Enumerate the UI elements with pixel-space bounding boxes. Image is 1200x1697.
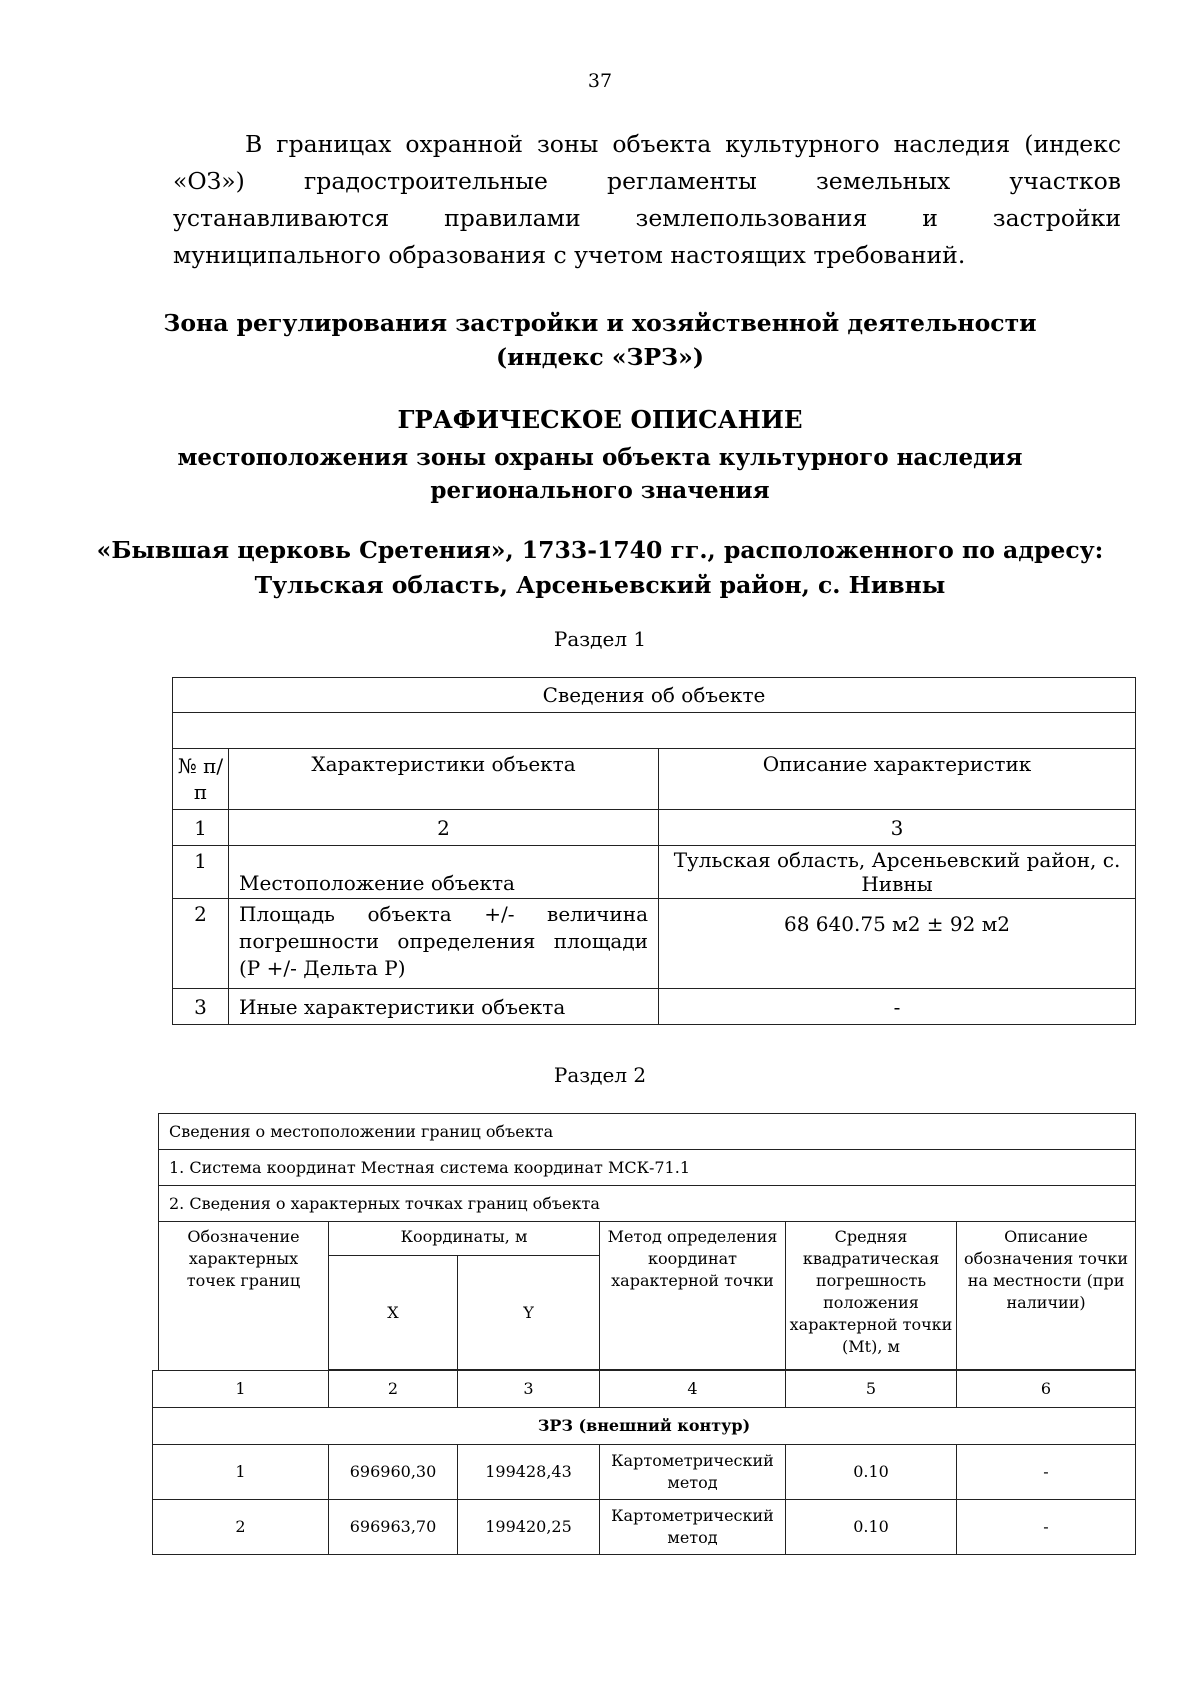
index-cell: 6	[957, 1371, 1136, 1408]
point-y: 199420,25	[458, 1500, 600, 1555]
object-info-caption: Сведения об объекте	[173, 678, 1136, 713]
point-description: -	[957, 1445, 1136, 1500]
header-characteristics: Характеристики объекта	[229, 749, 659, 810]
header-num: № п/п	[173, 749, 229, 810]
zone-heading-line2: (индекс «ЗРЗ»)	[496, 343, 704, 371]
table-row	[173, 846, 1136, 899]
table-row	[153, 1500, 1136, 1555]
table-row	[173, 899, 1136, 989]
object-heading-line2: Тульская область, Арсеньевский район, с. Нивны	[254, 571, 946, 599]
header-point: Обозначение характерных точек границ	[159, 1222, 329, 1370]
zone-heading	[0, 306, 1200, 374]
zone-heading-line1: Зона регулирования застройки и хозяйственной деятельности	[163, 309, 1037, 337]
table-row	[153, 1445, 1136, 1500]
graphic-description-subtitle	[0, 441, 1200, 507]
point-id: 1	[153, 1445, 329, 1500]
index-cell: 3	[659, 810, 1136, 846]
intro-paragraph: В границах охранной зоны объекта культурного наследия (индекс «ОЗ») градостроительные регламенты земельных участков устанавливаются правилами землепользования и застройки муниципального образования с учетом настоящих требований.	[173, 130, 1121, 269]
group-title: ЗРЗ (внешний контур)	[153, 1408, 1136, 1445]
header-x: X	[329, 1256, 458, 1370]
row-num: 1	[173, 846, 229, 899]
index-cell: 3	[458, 1371, 600, 1408]
boundary-tables	[152, 1113, 1135, 1555]
point-description: -	[957, 1500, 1136, 1555]
object-heading-line1: «Бывшая церковь Сретения», 1733-1740 гг., расположенного по адресу:	[96, 536, 1104, 564]
index-cell: 5	[786, 1371, 957, 1408]
header-point-description: Описание обозначения точки на местности (при наличии)	[957, 1222, 1136, 1370]
boundary-caption: Сведения о местоположении границ объекта	[159, 1114, 1136, 1150]
point-x: 696963,70	[329, 1500, 458, 1555]
boundary-header-table	[158, 1113, 1136, 1370]
row-characteristic: Иные характеристики объекта	[229, 989, 659, 1025]
index-cell: 1	[153, 1371, 329, 1408]
page-number: 37	[587, 70, 613, 92]
coordinate-system: 1. Система координат Местная система координат МСК-71.1	[159, 1150, 1136, 1186]
index-cell: 2	[329, 1371, 458, 1408]
graphic-subtitle-line1: местоположения зоны охраны объекта культурного наследия	[177, 444, 1023, 471]
section1-title: Раздел 1	[553, 627, 647, 651]
header-coords: Координаты, м	[329, 1222, 600, 1256]
header-y: Y	[458, 1256, 600, 1370]
row-num: 3	[173, 989, 229, 1025]
point-error: 0.10	[786, 1445, 957, 1500]
row-description: Тульская область, Арсеньевский район, с. Нивны	[659, 846, 1136, 899]
point-y: 199428,43	[458, 1445, 600, 1500]
row-characteristic: Местоположение объекта	[229, 846, 659, 899]
empty-row	[173, 713, 1136, 749]
graphic-description-title: ГРАФИЧЕСКОЕ ОПИСАНИЕ	[397, 405, 803, 434]
point-method: Картометрический метод	[600, 1500, 786, 1555]
row-description: 68 640.75 м2 ± 92 м2	[659, 899, 1136, 989]
object-info-table	[172, 677, 1136, 1025]
point-method: Картометрический метод	[600, 1445, 786, 1500]
point-x: 696960,30	[329, 1445, 458, 1500]
header-error: Средняя квадратическая погрешность положения характерной точки (Mt), м	[786, 1222, 957, 1370]
graphic-subtitle-line2: регионального значения	[430, 477, 770, 504]
points-caption: 2. Сведения о характерных точках границ объекта	[159, 1186, 1136, 1222]
table-row	[173, 989, 1136, 1025]
point-error: 0.10	[786, 1500, 957, 1555]
index-cell: 2	[229, 810, 659, 846]
index-cell: 4	[600, 1371, 786, 1408]
point-id: 2	[153, 1500, 329, 1555]
object-heading	[0, 533, 1200, 603]
index-cell: 1	[173, 810, 229, 846]
section2-title: Раздел 2	[553, 1063, 647, 1087]
row-characteristic: Площадь объекта +/- величина погрешности определения площади (Р +/- Дельта Р)	[229, 899, 659, 989]
row-num: 2	[173, 899, 229, 989]
row-description: -	[659, 989, 1136, 1025]
header-method: Метод определения координат характерной точки	[600, 1222, 786, 1370]
boundary-points-table	[152, 1370, 1136, 1555]
header-description: Описание характеристик	[659, 749, 1136, 810]
